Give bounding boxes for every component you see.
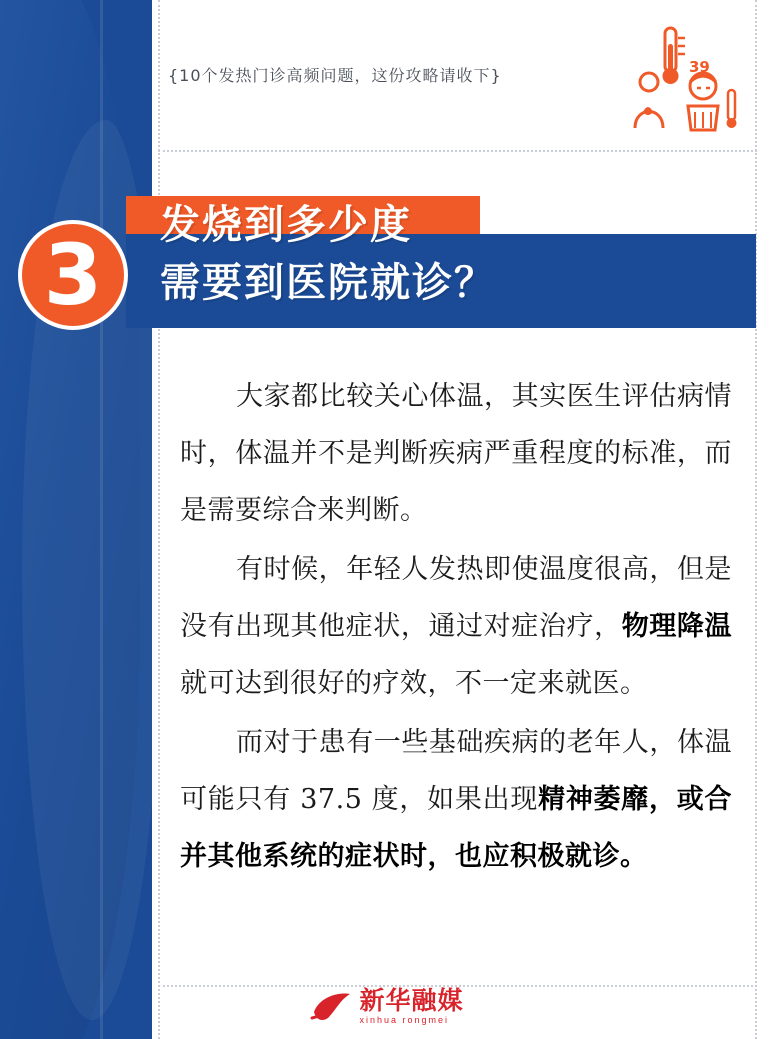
body-text-run: 有时候，年轻人发热即使温度很高，但是没有出现其他症状，通过对症治疗， [180, 554, 732, 642]
dotted-divider-left [158, 0, 160, 1039]
logo-text: 新华融媒 [359, 986, 464, 1015]
body-text-run: 大家都比较关心体温，其实医生评估病情时，体温并不是判断疾病严重程度的标准，而是需要综合来判断。 [180, 381, 732, 526]
title-block [0, 196, 773, 336]
body-emphasis: 物理降温 [621, 611, 733, 642]
article-body [180, 368, 732, 887]
body-paragraph [180, 368, 732, 539]
body-paragraph [180, 541, 732, 712]
logo-text-wrap [359, 988, 463, 1025]
logo-subtext: xinhua rongmei [359, 1015, 450, 1025]
thermometer-patient-illustration-icon [625, 24, 745, 134]
dotted-divider-right [755, 0, 757, 1039]
body-text-run: 就可达到很好的疗效，不一定来就医。 [180, 668, 648, 699]
title-line-2: 需要到医院就诊？ [160, 260, 496, 306]
header-kicker: {10个发热门诊高频问题，这份攻略请收下} [168, 66, 502, 85]
xinhua-rongmei-logo-icon [309, 990, 351, 1024]
dotted-divider-top [158, 150, 757, 152]
left-decorative-band [0, 0, 152, 1039]
title-line-1: 发烧到多少度 [160, 202, 412, 248]
body-text-run: 而对于患有一些基础疾病的老年人，体温可能只有 37.5 度，如果出现 [180, 727, 732, 815]
footer-logo [309, 988, 463, 1025]
body-paragraph [180, 714, 732, 885]
band-stripe [100, 0, 103, 1039]
body-emphasis: 精神萎靡，或合并其他系统的症状时，也应积极就诊。 [180, 784, 732, 872]
question-number-badge: 3 [18, 220, 128, 330]
svg-text:39: 39 [689, 58, 710, 76]
